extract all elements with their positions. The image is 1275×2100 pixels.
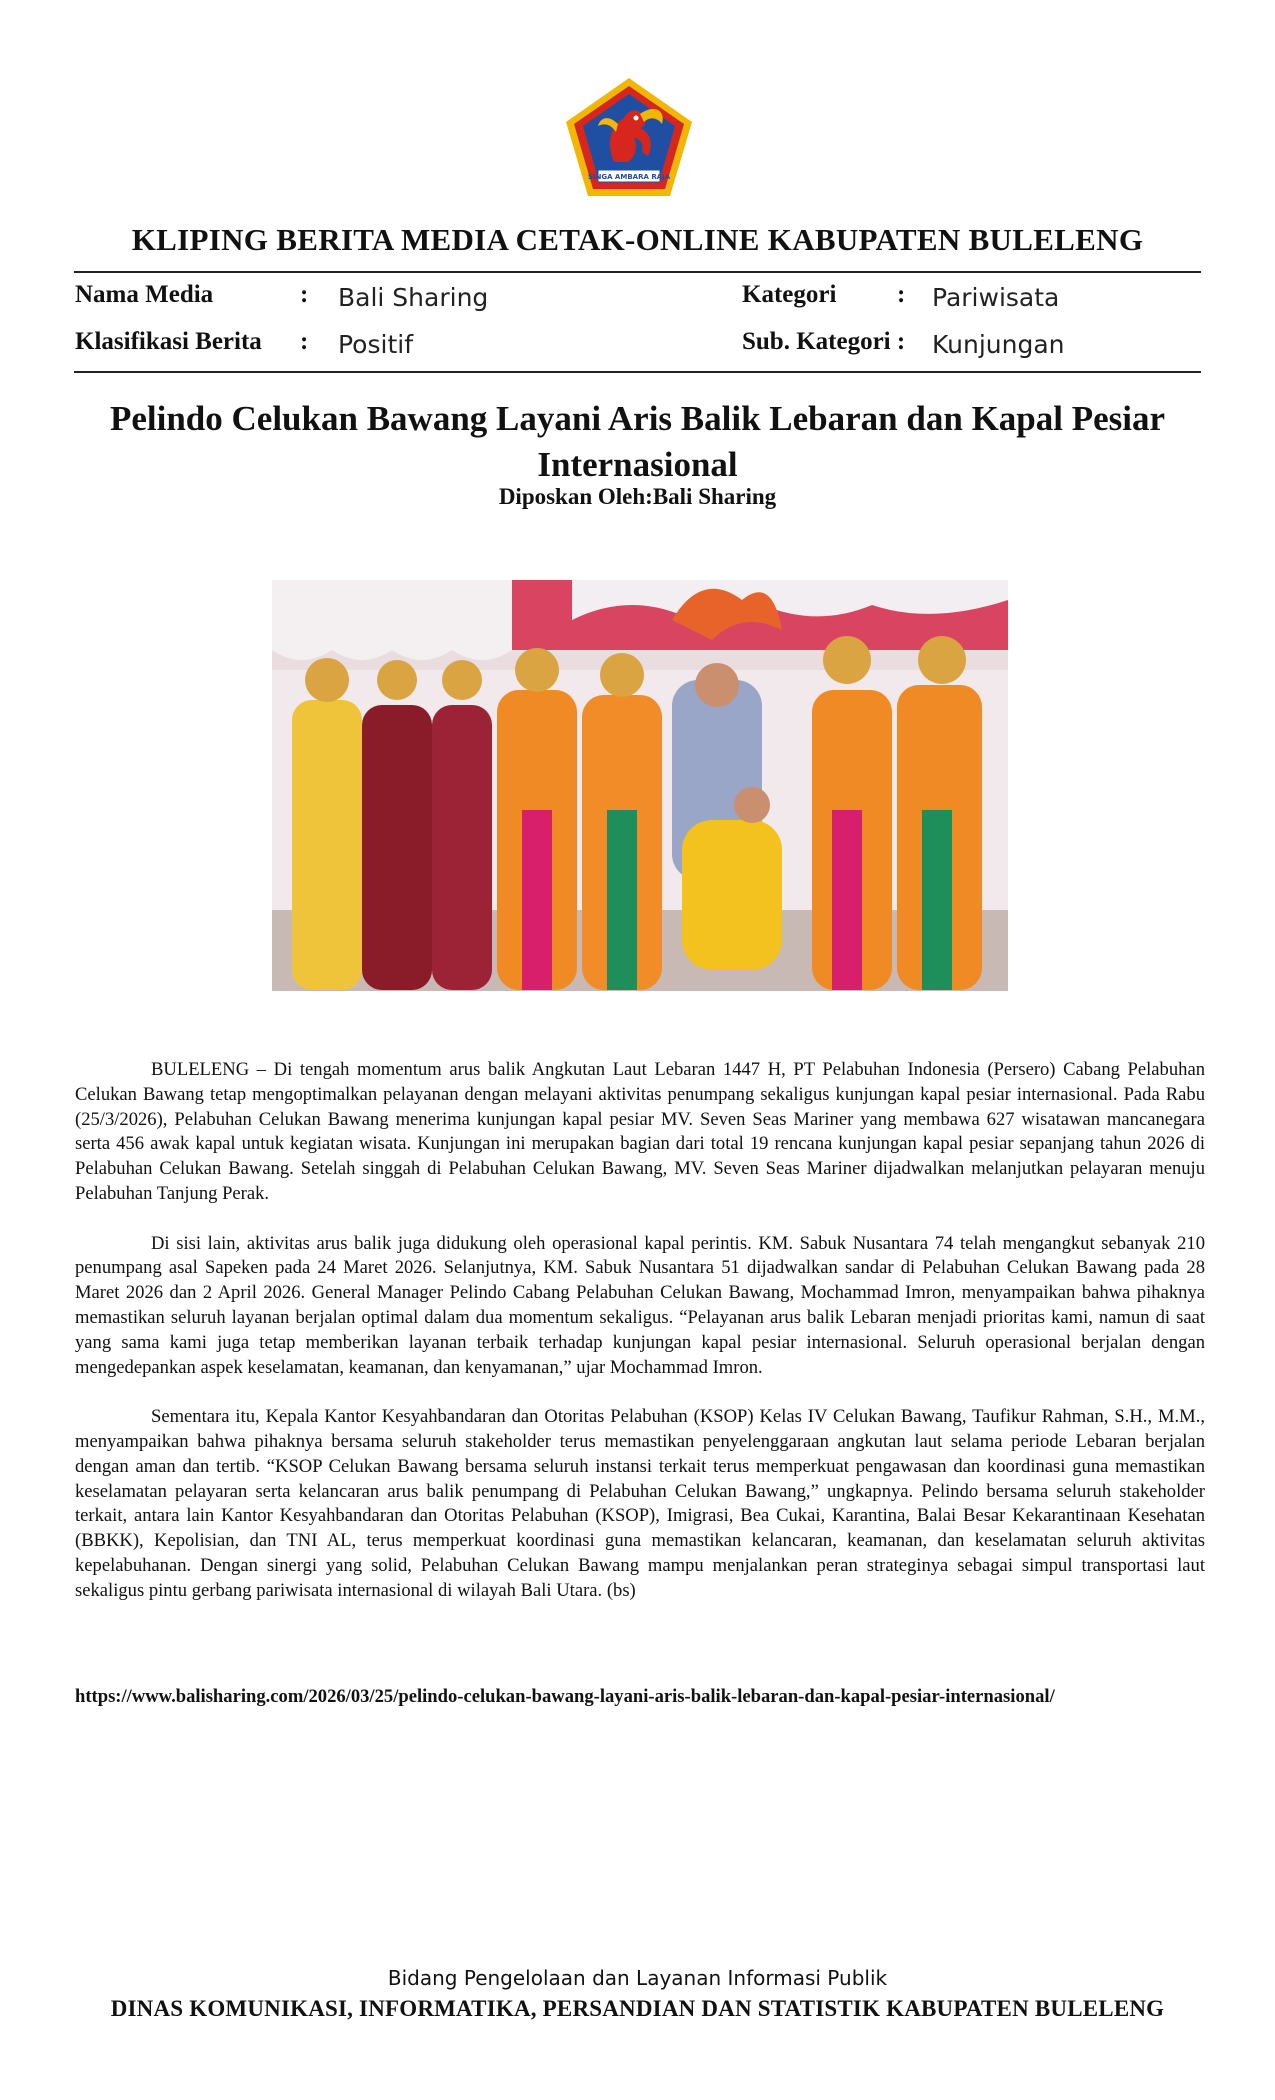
logo-motto: SINGA AMBARA RAJA [587, 173, 671, 181]
media-name-value: Bali Sharing [338, 283, 489, 312]
category-colon: : [897, 281, 906, 308]
classification-colon: : [300, 328, 309, 355]
article-photo [272, 580, 1008, 991]
classification-label: Klasifikasi Berita [75, 328, 262, 355]
article-paragraph-3: Sementara itu, Kepala Kantor Kesyahbandaran dan Otoritas Pelabuhan (KSOP) Kelas IV Celukan Bawang, Taufikur Rahman, S.H., M.M., menyampaikan bahwa pihaknya bersama seluruh stakeholder terus memastikan penyelenggaraan angkutan laut selama periode Lebaran berjalan dengan aman dan tertib. “KSOP Celukan Bawang bersama seluruh instansi terkait terus memperkuat pengawasan dan koordinasi guna memastikan keselamatan pelayaran serta kelancaran arus balik penumpang di Pelabuhan Celukan Bawang,” ungkapnya. Pelindo bersama seluruh stakeholder terkait, antara lain Kantor Kesyahbandaran dan Otoritas Pelabuhan (KSOP), Imigrasi, Bea Cukai, Karantina, Balai Besar Kekarantinaan Kesehatan (BBKK), Kepolisian, dan TNI AL, terus memperkuat koordinasi guna memastikan kelancaran, keamanan, dan keselamatan seluruh aktivitas kepelabuhanan. Dengan sinergi yang solid, Pelabuhan Celukan Bawang mampu menjalankan peran strateginya sebagai simpul transportasi laut sekaligus pintu gerbang pariwisata internasional di wilayah Bali Utara. (bs) [75, 1406, 1205, 1601]
subcategory-label: Sub. Kategori : [742, 328, 906, 355]
media-name-colon: : [300, 281, 309, 308]
subcategory-value: Kunjungan [932, 330, 1065, 359]
footer-agency: DINAS KOMUNIKASI, INFORMATIKA, PERSANDIAN DAN STATISTIK KABUPATEN BULELENG [110, 1996, 1165, 2021]
masthead-title: KLIPING BERITA MEDIA CETAK-ONLINE KABUPATEN BULELENG [131, 222, 1144, 257]
article-byline: Diposkan Oleh:Bali Sharing [498, 484, 777, 509]
source-url[interactable]: https://www.balisharing.com/2026/03/25/pelindo-celukan-bawang-layani-aris-balik-lebaran-dan-kapal-pesiar-internasional/ [75, 1686, 1055, 1707]
category-label: Kategori [742, 281, 837, 308]
category-value: Pariwisata [932, 283, 1060, 312]
bottom-divider [74, 371, 1201, 373]
buleleng-crest-logo [562, 74, 696, 200]
top-divider [74, 271, 1201, 273]
article-headline: Pelindo Celukan Bawang Layani Aris Balik Lebaran dan Kapal Pesiar Internasional [109, 399, 1166, 484]
article-paragraph-2: Di sisi lain, aktivitas arus balik juga didukung oleh operasional kapal perintis. KM. Sabuk Nusantara 74 telah mengangkut sebanyak 210 penumpang asal Sapeken pada 24 Maret 2026. Selanjutnya, KM. Sabuk Nusantara 51 dijadwalkan sandar di Pelabuhan Celukan Bawang pada 28 Maret 2026 dan 2 April 2026. General Manager Pelindo Cabang Pelabuhan Celukan Bawang, Mochammad Imron, menyampaikan bahwa pihaknya memastikan seluruh layanan berjalan optimal dalam dua momentum sekaligus. “Pelayanan arus balik Lebaran menjadi prioritas kami, namun di saat yang sama kami juga tetap memberikan layanan terbaik terhadap kunjungan kapal pesiar internasional. Seluruh operasional berjalan dengan mengedepankan aspek keselamatan, keamanan, dan kenyamanan,” ujar Mochammad Imron. [75, 1232, 1205, 1378]
media-name-label: Nama Media [75, 281, 214, 308]
article-paragraph-1: BULELENG – Di tengah momentum arus balik Angkutan Laut Lebaran 1447 H, PT Pelabuhan Indonesia (Persero) Cabang Pelabuhan Celukan Bawang tetap mengoptimalkan pelayanan dengan melayani aktivitas penumpang sekaligus kunjungan kapal pesiar internasional. Pada Rabu (25/3/2026), Pelabuhan Celukan Bawang menerima kunjungan kapal pesiar MV. Seven Seas Mariner yang membawa 627 wisatawan mancanegara serta 456 awak kapal untuk kegiatan wisata. Kunjungan ini merupakan bagian dari total 19 rencana kunjungan kapal pesiar sepanjang tahun 2026 di Pelabuhan Celukan Bawang. Setelah singgah di Pelabuhan Celukan Bawang, MV. Seven Seas Mariner dijadwalkan melanjutkan pelayaran menuju Pelabuhan Tanjung Perak. [75, 1059, 1205, 1204]
article-body [75, 1058, 1205, 1628]
footer-department: Bidang Pengelolaan dan Layanan Informasi Publik [387, 1966, 888, 1990]
classification-value: Positif [338, 330, 413, 359]
